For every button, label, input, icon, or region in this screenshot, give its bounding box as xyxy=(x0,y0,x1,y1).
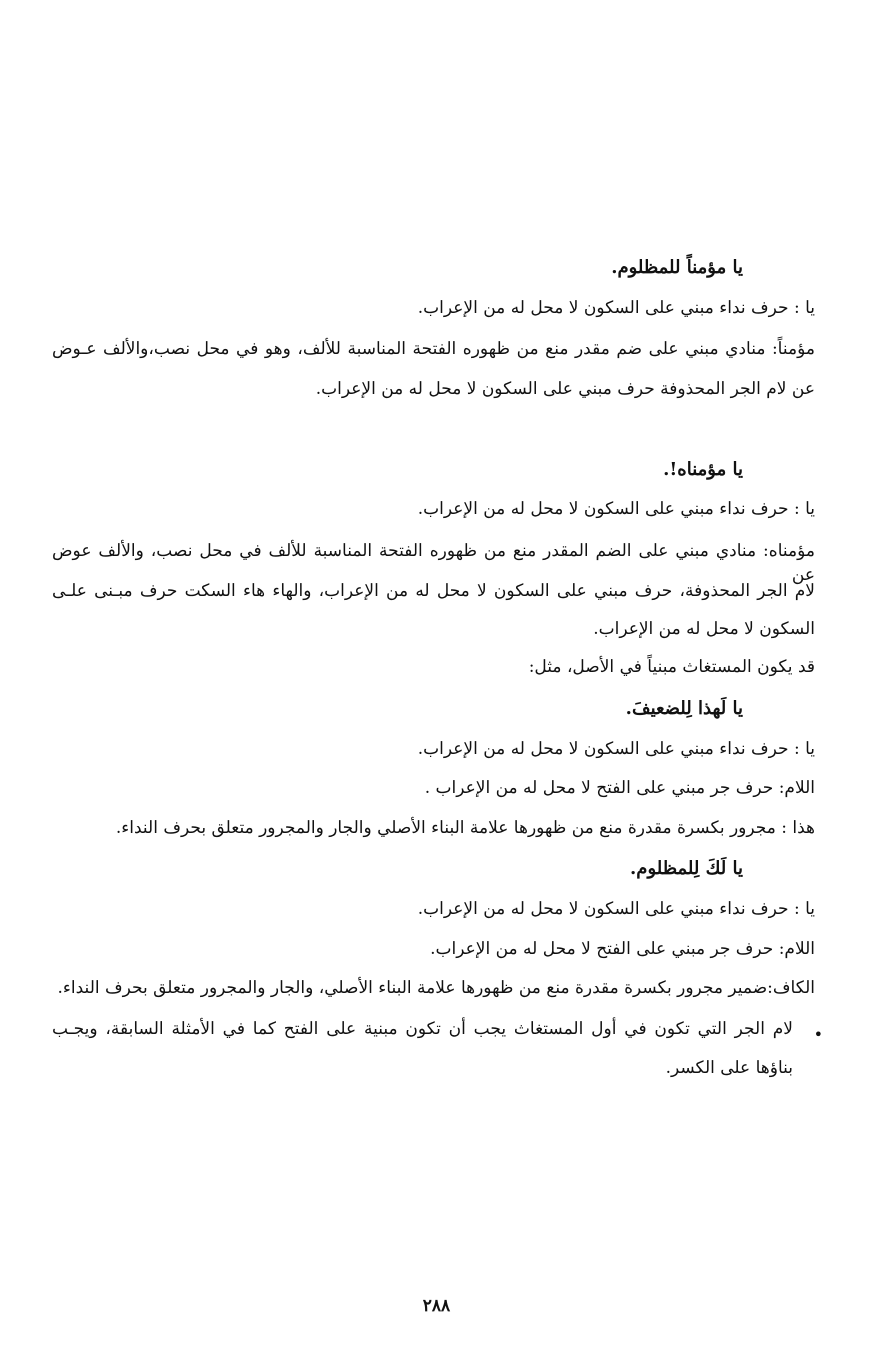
parsing-line: اللام: حرف جر مبني على الفتح لا محل له من الإعراب. xyxy=(430,939,815,959)
parsing-line: قد يكون المستغاث مبنياً في الأصل، مثل: xyxy=(528,657,815,677)
parsing-line: لام الجر المحذوفة، حرف مبني على السكون لا محل له من الإعراب، والهاء هاء السكت حرف مبـنى علـى xyxy=(52,581,815,601)
example-heading: يا مؤمناه!. xyxy=(663,459,743,480)
parsing-line: السكون لا محل له من الإعراب. xyxy=(593,619,815,639)
parsing-line: يا : حرف نداء مبني على السكون لا محل له من الإعراب. xyxy=(417,739,815,759)
example-heading: يا مؤمناً للمظلوم. xyxy=(611,257,743,278)
parsing-line: اللام: حرف جر مبني على الفتح لا محل له من الإعراب . xyxy=(424,778,815,798)
parsing-line: يا : حرف نداء مبني على السكون لا محل له من الإعراب. xyxy=(417,499,815,519)
page-number: ٢٨٨ xyxy=(422,1296,451,1316)
parsing-line: مؤمناه: منادي مبني على الضم المقدر منع من ظهوره الفتحة المناسبة للألف في محل نصب، والألف عوض عن xyxy=(52,541,815,585)
note-line: لام الجر التي تكون في أول المستغاث يجب أن تكون مبنية على الفتح كما في الأمثلة السابقة، ويجـب xyxy=(52,1019,793,1039)
parsing-line: عن لام الجر المحذوفة حرف مبني على السكون لا محل له من الإعراب. xyxy=(315,379,815,399)
parsing-line: يا : حرف نداء مبني على السكون لا محل له من الإعراب. xyxy=(417,298,815,318)
parsing-line: يا : حرف نداء مبني على السكون لا محل له من الإعراب. xyxy=(417,899,815,919)
parsing-line: الكاف:ضمير مجرور بكسرة مقدرة منع من ظهورها علامة البناء الأصلي، والجار والمجرور متعلق بحرف النداء. xyxy=(57,978,815,998)
note-line: بناؤها على الكسر. xyxy=(665,1058,793,1078)
parsing-line: هذا : مجرور بكسرة مقدرة منع من ظهورها علامة البناء الأصلي والجار والمجرور متعلق بحرف النداء. xyxy=(115,818,815,838)
example-heading: يا لَكَ لِلمظلوم. xyxy=(630,858,743,879)
bullet-icon: • xyxy=(813,1025,823,1044)
example-heading: يا لَهذا لِلضعيفَ. xyxy=(625,698,743,719)
parsing-line: مؤمناً: منادي مبني على ضم مقدر منع من ظهوره الفتحة المناسبة للألف، وهو في محل نصب،والألف عـوض xyxy=(52,339,815,359)
